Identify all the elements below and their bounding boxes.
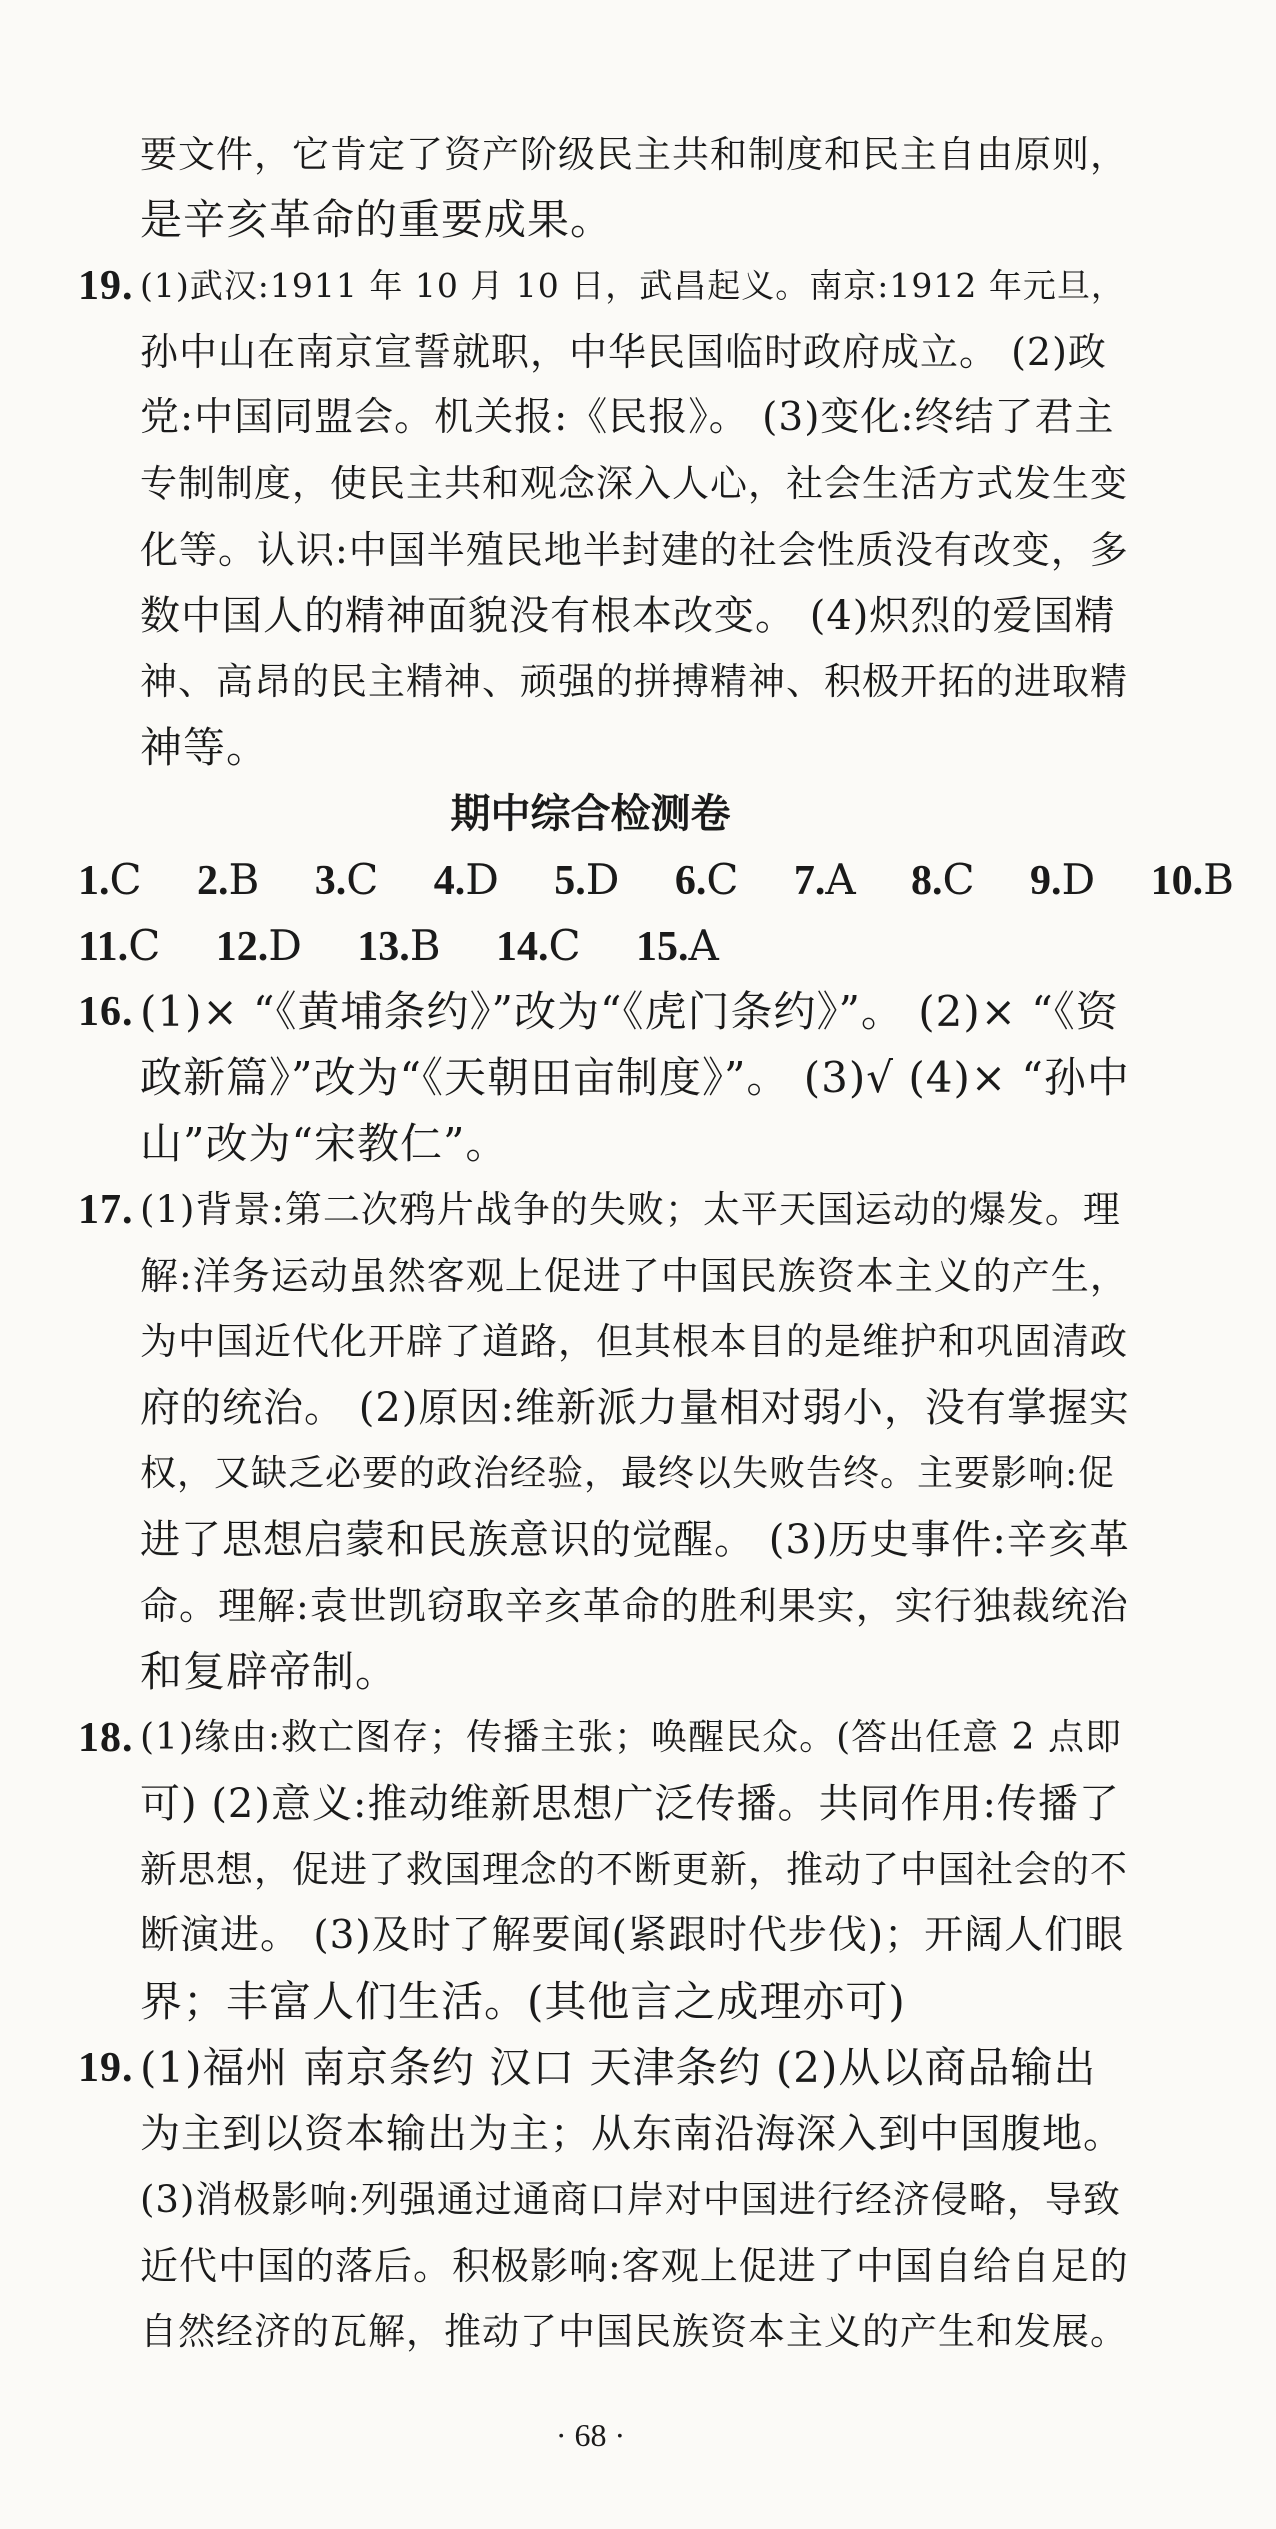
q19a-line-7: 神、高昂的民主精神、顽强的拼搏精神、积极开拓的进取精 [140,660,1128,703]
q19a-line-6: 数中国人的精神面貌没有根本改变。 (4)炽烈的爱国精 [140,593,1116,639]
q19b-line-1: (1)福州 南京条约 汉口 天津条约 (2)从以商品输出 [140,2043,1097,2092]
q16-line-3: 山”改为“宋教仁”。 [140,1119,509,1168]
q19a-line-4: 专制制度，使民主共和观念深入人心，社会生活方式发生变 [140,462,1128,505]
continued-line-1: 要文件，它肯定了资产阶级民主共和制度和民主自由原则， [140,133,1128,176]
question-number-16: 16. [78,989,134,1035]
mcq-answer: 9.D [1030,855,1096,904]
mcq-answer: 5.D [554,855,620,904]
q17-line-5: 权，又缺乏必要的政治经验，最终以失败告终。主要影响:促 [140,1453,1116,1494]
q18-line-5: 界；丰富人们生活。(其他言之成理亦可) [140,1977,906,2026]
mcq-answer: 1.C [78,855,142,904]
q18-line-2: 可) (2)意义:推动维新思想广泛传播。共同作用:传播了 [140,1781,1120,1827]
q17-line-8: 和复辟帝制。 [140,1647,399,1696]
question-number-19a: 19. [78,263,134,309]
q17-line-2: 解:洋务运动虽然客观上促进了中国民族资本主义的产生， [140,1254,1129,1298]
q18-line-1: (1)缘由:救亡图存；传播主张；唤醒民众。(答出任意 2 点即 [140,1717,1122,1758]
mcq-answer: 10.B [1150,855,1234,904]
mcq-answer: 7.A [793,855,856,904]
q17-line-6: 进了思想启蒙和民族意识的觉醒。 (3)历史事件:辛亥革 [140,1517,1130,1563]
mcq-answer: 13.B [357,921,441,970]
mcq-answer: 3.C [314,855,379,904]
q19a-line-1: (1)武汉:1911 年 10 月 10 日，武昌起义。南京:1912 年元旦， [140,266,1125,305]
mcq-row-1 [78,850,1276,911]
mcq-answer: 4.D [433,855,499,904]
section-title: 期中综合检测卷 [450,791,731,837]
question-number-17: 17. [78,1187,134,1233]
q18-line-3: 新思想，促进了救国理念的不断更新，推动了中国社会的不 [140,1848,1128,1891]
q19a-line-2: 孙中山在南京宣誓就职，中华民国临时政府成立。 (2)政 [140,330,1107,374]
q19b-line-5: 自然经济的瓦解，推动了中国民族资本主义的产生和发展。 [140,2310,1128,2353]
q19b-line-3: (3)消极影响:列强通过通商口岸对中国进行经济侵略，导致 [140,2178,1121,2221]
q19a-line-3: 党:中国同盟会。机关报:《民报》。 (3)变化:终结了君主 [140,395,1115,440]
q17-line-7: 命。理解:袁世凯窃取辛亥革命的胜利果实，实行独裁统治 [140,1584,1129,1628]
question-number-18: 18. [78,1715,134,1761]
q19b-line-2: 为主到以资本输出为主；从东南沿海深入到中国腹地。 [140,2111,1124,2157]
q16-line-1: (1)× “《黄埔条约》”改为“《虎门条约》”。 (2)× “《资 [140,987,1119,1036]
mcq-answer: 15.A [635,921,719,970]
mcq-answer: 8.C [911,855,975,904]
mcq-answer: 14.C [495,921,581,970]
q19a-line-5: 化等。认识:中国半殖民地半封建的社会性质没有改变，多 [140,528,1129,572]
mcq-answer: 6.C [674,855,739,904]
q19b-line-4: 近代中国的落后。积极影响:客观上促进了中国自给自足的 [140,2244,1129,2288]
continued-line-2: 是辛亥革命的重要成果。 [140,195,614,244]
q17-line-3: 为中国近代化开辟了道路，但其根本目的是维护和巩固清政 [140,1320,1128,1363]
question-number-19b: 19. [78,2045,134,2091]
mcq-answer: 12.D [215,921,302,970]
page-number: · 68 · [555,2417,626,2453]
mcq-answer: 11.C [78,921,161,970]
mcq-row-2 [78,916,761,977]
mcq-answer: 2.B [197,855,260,904]
q19a-line-8: 神等。 [140,723,270,772]
q17-line-4: 府的统治。 (2)原因:维新派力量相对弱小，没有掌握实 [140,1385,1130,1431]
q16-line-2: 政新篇》”改为“《天朝田亩制度》”。 (3)√ (4)× “孙中 [140,1053,1130,1102]
q18-line-4: 断演进。 (3)及时了解要闻(紧跟时代步伐)；开阔人们眼 [140,1913,1125,1958]
q17-line-1: (1)背景:第二次鸦片战争的失败；太平天国运动的爆发。理 [140,1188,1121,1231]
